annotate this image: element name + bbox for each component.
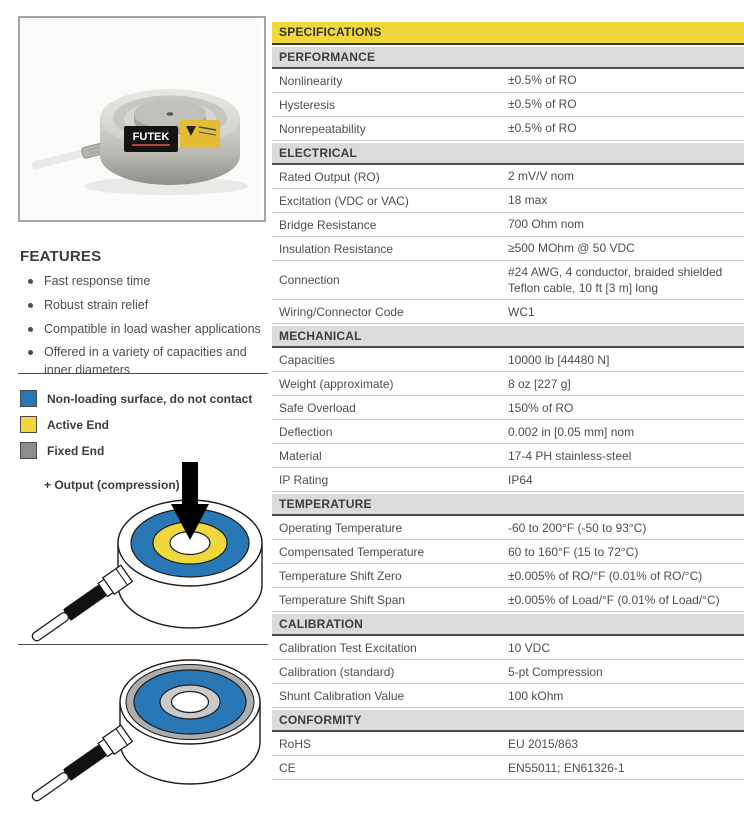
spec-row [272,300,744,324]
legend-label: Fixed End [47,443,105,458]
surface-legend [20,390,268,468]
spec-value: ±0.5% of RO [508,121,577,136]
spec-label: Deflection [279,424,333,439]
spec-label: RoHS [279,736,312,751]
spec-label: Operating Temperature [279,520,403,535]
button-hole [167,112,174,115]
spec-value: 700 Ohm nom [508,217,585,232]
spec-row [272,237,744,261]
spec-row [272,261,744,300]
spec-label: Capacities [279,352,336,367]
spec-row [272,396,744,420]
active-end-diagram [18,458,268,644]
spec-row [272,756,744,780]
spec-value: 60 to 160°F (15 to 72°C) [508,544,639,559]
spec-value: WC1 [508,304,535,319]
spec-value: 0.002 in [0.05 mm] nom [508,424,635,439]
spec-value: ±0.5% of RO [508,73,577,88]
spec-label: IP Rating [279,472,329,487]
spec-row [272,732,744,756]
legend-label: Non-loading surface, do not contact [47,391,253,406]
section-header-temperature: TEMPERATURE [272,494,744,516]
spec-label: Temperature Shift Span [279,592,406,607]
spec-value: 2 mV/V nom [508,169,575,184]
spec-value: ±0.005% of Load/°F (0.01% of Load/°C) [508,592,720,607]
spec-row [272,684,744,708]
legend-item [20,442,268,459]
spec-label: Hysteresis [279,97,336,112]
spec-value: -60 to 200°F (-50 to 93°C) [508,520,647,535]
section-header-calibration: CALIBRATION [272,614,744,636]
spec-value: 5-pt Compression [508,664,603,679]
output-compression-label: + Output (compression) [44,478,180,492]
spec-value: IP64 [508,472,533,487]
spec-label: Rated Output (RO) [279,169,380,184]
spec-label: Compensated Temperature [279,544,425,559]
spec-label: Temperature Shift Zero [279,568,402,583]
divider-line [18,644,268,645]
spec-label: Connection [279,273,340,288]
spec-row [272,540,744,564]
spec-value: 10 VDC [508,640,551,655]
futek-brand-text: FUTEK [132,131,170,143]
feature-item: Compatible in load washer applications [28,321,270,339]
spec-value: #24 AWG, 4 conductor, braided shielded Teflon cable, 10 ft [3 m] long [508,265,723,296]
yellow-label [180,120,220,148]
spec-row [272,420,744,444]
features-list [18,273,270,380]
spec-value: ±0.005% of RO/°F (0.01% of RO/°C) [508,568,703,583]
spec-label: Safe Overload [279,400,356,415]
fixed-end-diagram [18,650,268,812]
feature-item: Robust strain relief [28,297,270,315]
spec-value: 100 kOhm [508,688,564,703]
spec-value: EU 2015/863 [508,736,579,751]
spec-value: 17-4 PH stainless-steel [508,448,632,463]
spec-value: 150% of RO [508,400,574,415]
spec-row [272,93,744,117]
features-title: FEATURES [20,248,102,265]
section-header-performance: PERFORMANCE [272,47,744,69]
spec-row [272,564,744,588]
spec-row [272,189,744,213]
spec-value: ±0.5% of RO [508,97,577,112]
spec-value: ≥500 MOhm @ 50 VDC [508,241,635,256]
spec-label: Nonrepeatability [279,121,366,136]
section-header-conformity: CONFORMITY [272,710,744,732]
legend-item [20,390,268,407]
spec-value: 10000 lb [44480 N] [508,352,610,367]
color-swatch [20,390,37,407]
cable-assembly [27,565,132,644]
load-washer-photo-illustration [20,18,260,216]
color-swatch [20,442,37,459]
product-photo [18,16,266,222]
legend-item [20,416,268,433]
spec-row [272,444,744,468]
spec-label: Calibration (standard) [279,664,395,679]
legend-label: Active End [47,417,110,432]
spec-row [272,468,744,492]
spec-label: Excitation (VDC or VAC) [279,193,409,208]
spec-row [272,660,744,684]
spec-value: EN55011; EN61326-1 [508,760,625,775]
spec-row [272,213,744,237]
color-swatch [20,416,37,433]
spec-label: Nonlinearity [279,73,343,88]
legend-items [20,390,268,459]
spec-value: 8 oz [227 g] [508,376,571,391]
feature-item: Offered in a variety of capacities and inner diameters [28,344,270,380]
spec-value: 18 max [508,193,548,208]
spec-row [272,69,744,93]
spec-label: Material [279,448,322,463]
spec-row [272,372,744,396]
specifications-header: SPECIFICATIONS [272,22,744,45]
spec-label: Shunt Calibration Value [279,688,405,703]
spec-label: Weight (approximate) [279,376,394,391]
spec-sections [272,47,744,780]
section-header-electrical: ELECTRICAL [272,143,744,165]
spec-row [272,117,744,141]
spec-row [272,165,744,189]
spec-row [272,348,744,372]
spec-label: CE [279,760,296,775]
spec-label: Wiring/Connector Code [279,304,404,319]
divider-line [18,373,268,374]
section-header-mechanical: MECHANICAL [272,326,744,348]
spec-label: Calibration Test Excitation [279,640,417,655]
spec-row [272,588,744,612]
spec-row [272,516,744,540]
center-hole [172,692,209,713]
spec-row [272,636,744,660]
specifications-table [272,22,744,780]
futek-label [124,126,178,152]
cable-assembly [27,725,132,807]
feature-item: Fast response time [28,273,270,291]
spec-label: Insulation Resistance [279,241,394,256]
spec-label: Bridge Resistance [279,217,377,232]
features-section [18,248,270,386]
